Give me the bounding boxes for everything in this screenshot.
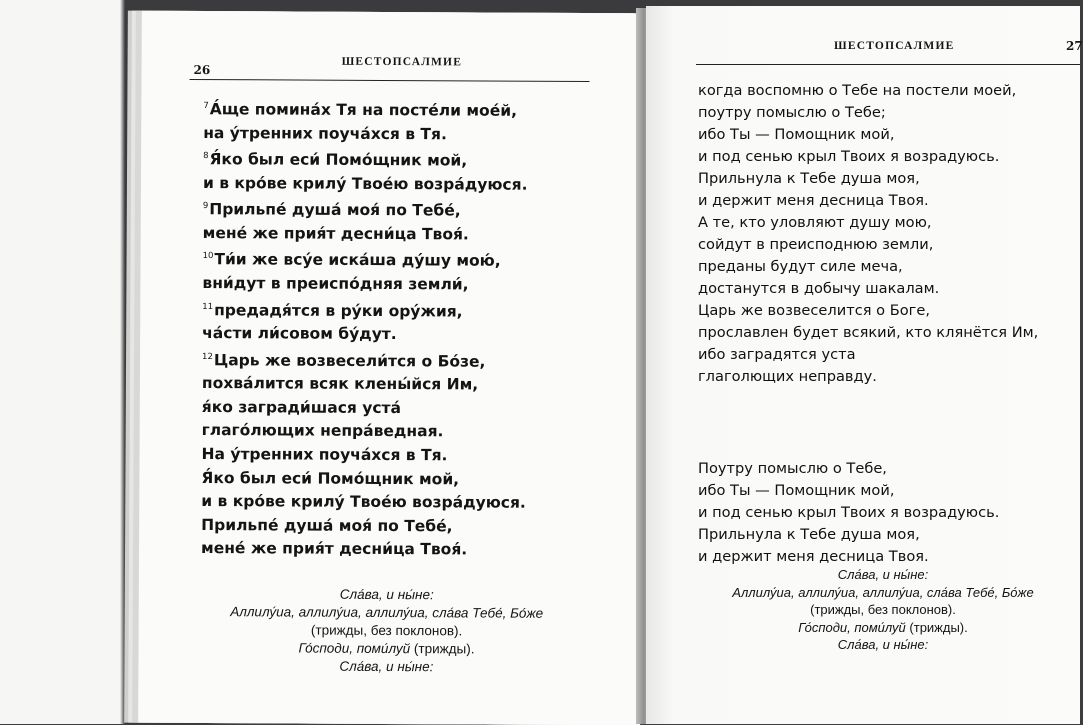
doxology-gospodi: Го́споди, поми́луй [798,619,906,635]
right-page [646,6,1083,724]
verse-text: Ти́и же всу́е иска́ша ду́шу мою́, [214,250,501,271]
doxology-gospodi-note: (трижды). [410,641,475,657]
refrain-line: и в кро́ве крилу́ Твое́ю возра́дуюся. [201,492,526,512]
verse-line [203,172,623,198]
verse-number: 9 [202,201,209,212]
verse-line [203,122,623,148]
verse-line [203,145,623,174]
verse-line [202,272,622,298]
verse-line [203,95,623,124]
verse-text: похва́лится всяк клены́йся Им, [201,374,479,394]
running-head-left: ШЕСТОПСАЛМИЕ [341,55,463,69]
refrain-line: Поутру помыслю о Тебе, [698,460,887,477]
refrain-line: и под сенью крыл Твоих я возрадуюсь. [698,504,1000,521]
verse-line: А те, кто уловляют душу мою, [698,214,932,231]
right-doxology [686,566,1080,654]
verse-line: глаголющих неправду. [698,368,877,385]
verse-text: глаго́лющих непра́ведная. [201,421,444,441]
verse-line: Царь же возвеселится о Боге, [698,302,930,319]
doxology-alleluia-note: (трижды, без поклонов). [810,602,956,617]
doxology-gospodi: Го́споди, поми́луй [298,640,411,657]
doxology-gospodi-note: (трижды). [905,619,968,635]
verse-text: на у́тренних поуча́хся в Тя. [203,123,447,143]
doxology-slava-2: Сла́ва, и ны́не: [339,658,434,675]
refrain-line: мене́ же прия́т десни́ца Твоя́. [201,539,468,559]
doxology-gospodi-line [686,619,1080,637]
verse-line: когда воспомню о Тебе на постели моей, [698,82,1017,99]
verse-line: поутру помыслю о Тебе; [698,104,886,121]
doxology-slava: Сла́ва, и ны́не: [339,586,434,603]
verse-line [202,322,622,348]
verse-text: и в кро́ве крилу́ Твое́ю возра́дуюся. [202,173,528,194]
doxology-alleluia-note: (трижды, без поклонов). [310,622,463,639]
verse-text: Я́ко был еси́ Помо́щник мой, [209,150,468,170]
verse-text: А́ще помина́х Тя на посте́ли мое́й, [209,100,518,120]
verse-line: ибо Ты — Помощник мой, [698,126,895,143]
verse-line: ибо заградятся уста [698,346,856,363]
verse-line [202,419,622,445]
verse-text: мене́ же прия́т десни́ца Твоя́. [202,223,469,244]
verse-text: Царь же возвесели́тся о Бо́зе, [213,351,486,371]
right-refrain-list [698,458,1078,568]
verse-line: достанутся в добычу шакалам. [698,280,940,297]
refrain-line: Прильнула к Тебе душа моя, [698,526,920,543]
verse-line [202,296,622,325]
left-verse-list [202,95,624,445]
refrain-line: ибо Ты — Помощник мой, [698,482,895,499]
doxology-alleluia: Аллилу́иа, аллилу́иа, аллилу́иа, сла́ва Тебе́, Бо́же [732,584,1034,600]
header-rule-left [190,79,590,82]
verse-text: предадя́тся в ру́ки ору́жия, [214,300,463,321]
verse-number: 12 [202,351,213,362]
header-rule-right [696,64,1080,65]
verse-number: 11 [202,301,214,312]
verse-number: 7 [203,101,209,112]
verse-text: я́ко загради́шася уста́ [201,397,402,417]
verse-line [202,346,622,375]
verse-number: 10 [202,251,214,262]
page-number-left: 26 [193,62,211,78]
refrain-line: Я́ко был еси́ Помо́щник мой, [201,468,460,488]
right-verse-list [698,80,1078,388]
page-number-right: 27 [1066,39,1083,53]
verse-text: Прильпе́ душа́ моя́ по Тебе́, [209,200,461,220]
verse-line [203,195,623,224]
left-doxology [186,585,586,677]
verse-number: 8 [203,151,209,162]
verse-line: сойдут в преисподнюю земли, [698,236,934,253]
verse-line: прославлен будет всякий, кто клянётся Им, [698,324,1039,341]
verse-line [202,245,622,274]
refrain-line: На у́тренних поуча́хся в Тя. [201,445,448,465]
verse-line: и под сенью крыл Твоих я возрадуюсь. [698,148,1000,165]
verse-line [202,396,622,422]
running-head-right: ШЕСТОПСАЛМИЕ [834,40,955,52]
doxology-slava: Сла́ва, и ны́не: [837,567,929,582]
doxology-gospodi-line [186,639,586,659]
verse-line: Прильнула к Тебе душа моя, [698,170,920,187]
doxology-slava-2: Сла́ва, и ны́не: [837,637,929,652]
refrain-line: Прильпе́ душа́ моя́ по Тебе́, [201,515,453,535]
doxology-alleluia: Аллилу́иа, аллилу́иа, аллилу́иа, сла́ва Тебе́, Бо́же [230,604,544,621]
verse-text: ча́сти ли́совом бу́дут. [202,324,397,344]
refrain-line: и держит меня десница Твоя. [698,548,929,565]
verse-text: вни́дут в преиспо́дняя земли́, [202,274,469,294]
left-refrain-list [201,443,622,563]
verse-line [203,222,623,248]
verse-line: и держит меня десница Твоя. [698,192,929,209]
verse-line [202,372,622,398]
left-page [138,11,644,725]
verse-line: преданы будут силе меча, [698,258,903,275]
